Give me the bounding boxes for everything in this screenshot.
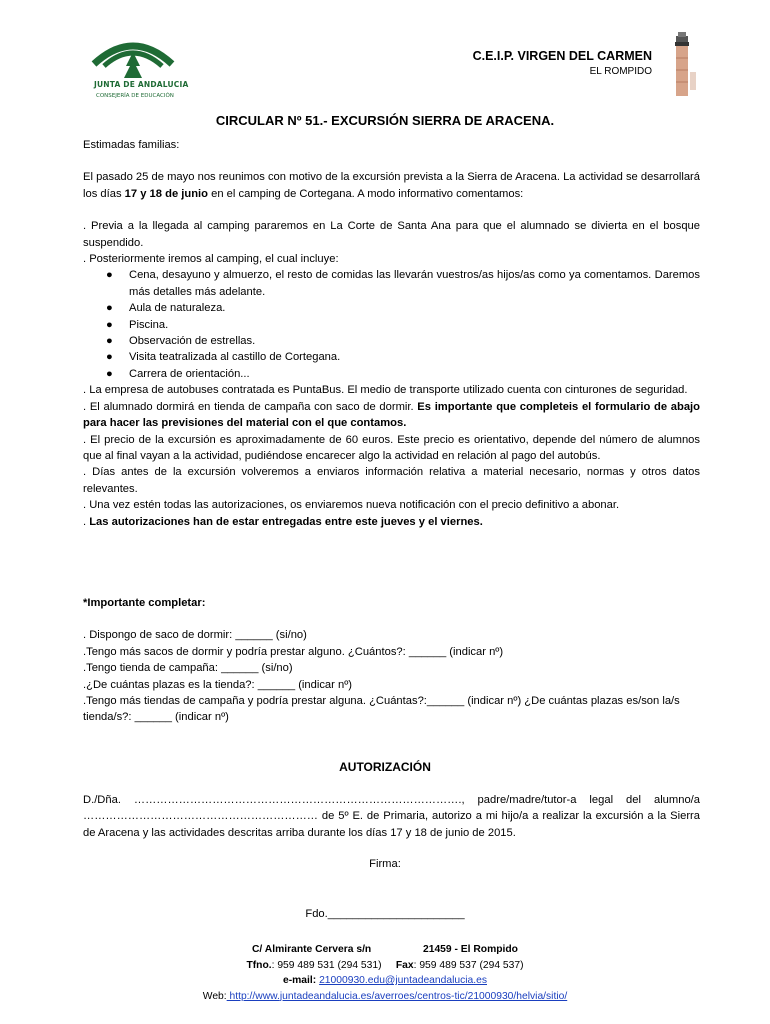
form-line: .Tengo tienda de campaña: ______ (si/no) [83,662,293,675]
bullet-item: ● Carrera de orientación... [106,367,250,380]
greeting: Estimadas familias: [83,139,180,151]
form-line: .Tengo más sacos de dormir y podría prestar alguno. ¿Cuántos?: ______ (indicar nº) [83,645,504,658]
paragraph-price: . El precio de la excursión es aproximadamente de 60 euros. Este precio es orientativo, depende del número de alumnos que al final vayan a la actividad, pudiéndose encarecer algo la actividad en relación al pago del autobús. [83,433,700,462]
footer-postal: 21459 - El Rompido [422,944,518,955]
tower-emblem [668,32,700,98]
signature-line: Fdo.______________________ [305,908,465,920]
auth-section [83,792,700,841]
signature-label: Firma: [369,858,401,870]
footer-web-link[interactable]: http://www.juntadeandalucia.es/averroes/centros-tic/21000930/helvia/sitio/ [226,990,568,1002]
paragraph-notification: . Una vez estén todas las autorizaciones, os enviaremos nueva notificación con el precio definitivo a abonar. [83,499,620,512]
intro-paragraph: El pasado 25 de mayo nos reunimos con motivo de la excursión prevista a la Sierra de Aracena. La actividad se desarrollará los días 17 y 18 de junio en el camping de Cortegana. A modo informativo comentamos: [83,171,700,200]
form-line: . Dispongo de saco de dormir: ______ (si/no) [83,629,307,642]
bullet-item: ● Visita teatralizada al castillo de Cortegana. [106,351,341,364]
footer-fax: : 959 489 537 (294 537) [413,959,524,971]
paragraph-info: . Días antes de la excursión volveremos a enviaros información relativa a material necesario, normas y otros datos relevantes. [83,466,700,495]
school-block [473,49,652,77]
school-place: EL ROMPIDO [589,66,652,77]
auth-title: AUTORIZACIÓN [339,760,431,774]
footer-web-line: Web: http://www.juntadeandalucia.es/averroes/centros-tic/21000930/helvia/sitio/ [202,990,568,1002]
bullet-item: ● Cena, desayuno y almuerzo, el resto de comidas las llevarán vuestros/as hijos/as como ya comentamos. Daremos más detalles más adelante. [106,269,700,298]
footer-phone-line: Tfno.: 959 489 531 (294 531) Fax: 959 489 537 (294 537) [246,959,524,971]
school-name: C.E.I.P. VIRGEN DEL CARMEN [472,49,652,63]
footer-phone: : 959 489 531 (294 531) [271,959,382,971]
footer [0,942,770,1004]
footer-address-line [0,942,770,958]
footer-address: C/ Almirante Cervera s/n [252,944,372,955]
logo-line1: JUNTA DE ANDALUCIA [94,80,189,89]
important-heading: *Importante completar: [83,597,206,609]
footer-email-line: e-mail: 21000930.edu@juntadeandalucia.es [283,975,487,986]
paragraph-forest: . Previa a la llegada al camping pararemos en La Corte de Santa Ana para que el alumnado se divierta en el bosque suspendido. [83,220,700,249]
paragraph-deadline: . Las autorizaciones han de estar entregadas entre este jueves y el viernes. [83,515,483,528]
paragraph-bus: . La empresa de autobuses contratada es PuntaBus. El medio de transporte utilizado cuenta con cinturones de seguridad. [83,384,688,397]
bullet-item: ● Piscina. [106,318,169,331]
auth-text: D./Dña. ……………………………………………………………………………., padre/madre/tutor-a legal del alumno/a ……………………………………………………… de 5º E. de Primaria, autorizo a mi hijo/a a realizar la excursión a la Sierra de Aracena y las actividades descritas arriba durante los días 17 y 18 de junio de 2015. [83,794,700,839]
paragraph-tent: . El alumnado dormirá en tienda de campaña con saco de dormir. Es importante que completeis el formulario de abajo para hacer las previsiones del material con el que contamos. [83,400,700,430]
circular-body [83,137,700,530]
circular-title: CIRCULAR Nº 51.- EXCURSIÓN SIERRA DE ARACENA. [215,113,555,128]
form-line: .¿De cuántas plazas es la tienda?: ______ (indicar nº) [83,678,353,691]
bullet-item: ● Aula de naturaleza. [106,302,226,315]
form-section [83,595,700,726]
footer-email-link[interactable]: 21000930.edu@juntadeandalucia.es [319,975,487,986]
logo-line2: CONSEJERÍA DE EDUCACIÓN [96,93,174,99]
form-line: .Tengo más tiendas de campaña y podría prestar alguna. ¿Cuántas?:______ (indicar nº) ¿De cuántas plazas es/son la/s tienda/s?: ______ (indicar nº) [83,695,680,724]
junta-andalucia-logo [88,30,178,102]
bullet-item: ● Observación de estrellas. [106,335,256,348]
paragraph-camping: . Posteriormente iremos al camping, el cual incluye: [83,253,339,266]
